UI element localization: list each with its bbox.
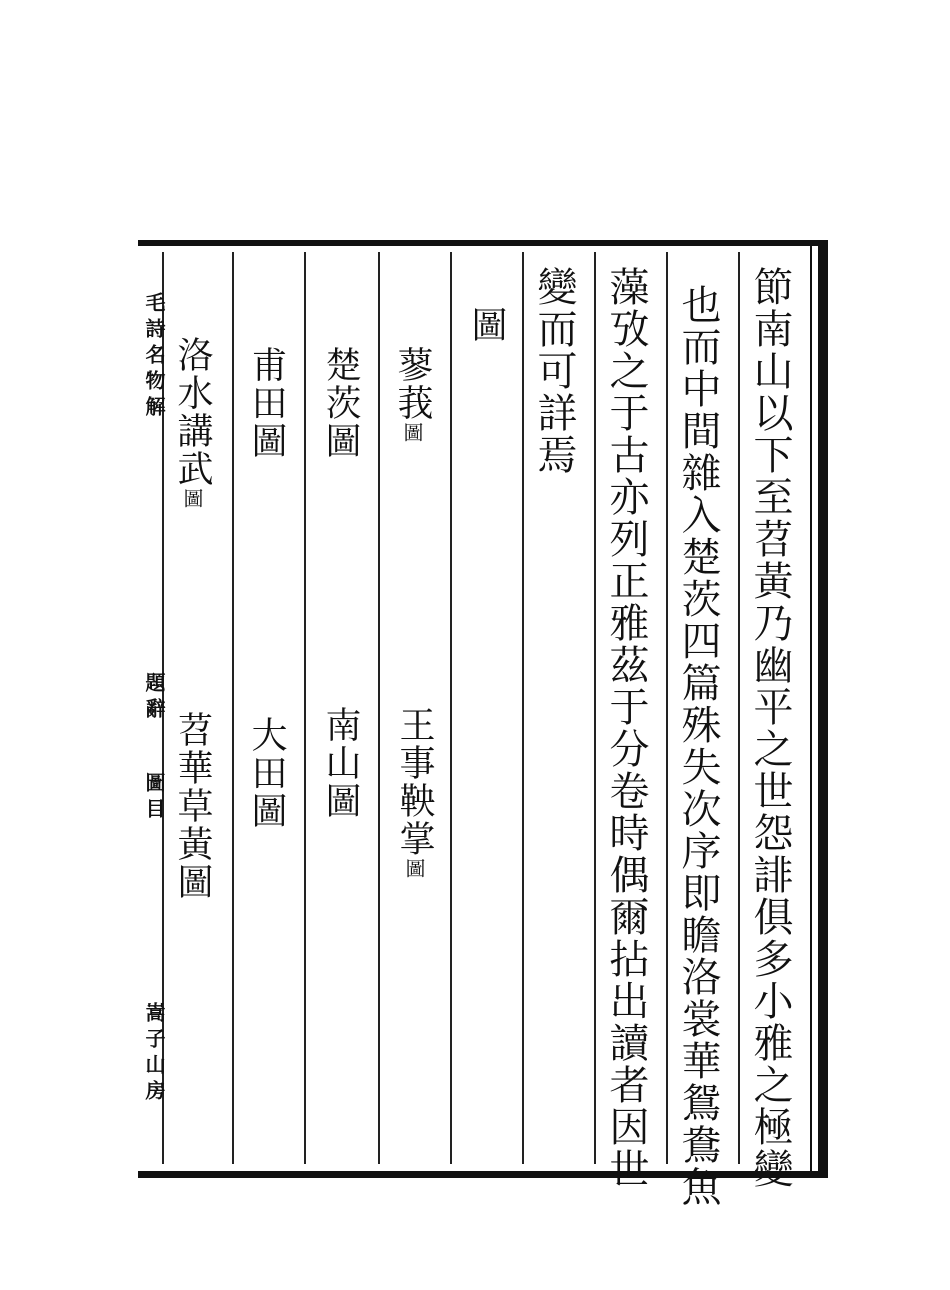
frame-right-border [818,246,828,1171]
list-item [172,711,213,901]
list-item [172,336,213,510]
text-column-3: 藻攷之于古亦列正雅茲于分卷時偶爾拈出讀者因世 [603,266,649,1190]
list-item-suffix: 圖 [402,858,426,880]
list-item [320,706,361,820]
column-rule [232,252,234,1164]
heading-figures: 圖 [466,306,507,344]
list-item-suffix: 圖 [400,422,424,444]
list-item-name: 王事鞅掌 [394,706,435,858]
text-column-4: 變而可詳焉 [531,266,577,476]
list-item [246,716,287,830]
gutter-book-title: 毛詩名物解 [142,292,166,422]
list-item [320,346,361,460]
gutter-section: 題辭 [142,672,166,724]
list-item [246,346,287,460]
list-item-name: 苕華草黃 [172,711,213,863]
text-column-2: 也而中間雜入楚茨四篇殊失次序即瞻洛裳華鴛鴦魚 [675,284,721,1208]
column-rule [378,252,380,1164]
list-item-name: 楚茨 [320,346,361,422]
column-rule [666,252,668,1164]
column-rule [594,252,596,1164]
column-rule [522,252,524,1164]
text-column-1: 節南山以下至苕黃乃幽平之世怨誹俱多小雅之極變 [747,266,793,1190]
column-rule [450,252,452,1164]
list-item-name: 洛水講武 [172,336,213,488]
list-item-suffix: 圖 [320,422,361,460]
column-rule [738,252,740,1164]
list-item-name: 蓼莪 [392,346,433,422]
list-item-suffix: 圖 [246,422,287,460]
frame-right-inner-line [810,246,812,1171]
center-gutter [138,252,164,1164]
list-item-name: 大田 [246,716,287,792]
list-item-name: 南山 [320,706,361,782]
list-item [392,346,433,444]
list-item-name: 甫田 [246,346,287,422]
list-item-suffix: 圖 [180,488,204,510]
column-rule [304,252,306,1164]
gutter-publisher: 嵩子山房 [142,1002,166,1106]
list-item [394,706,435,880]
page-frame [138,240,828,1208]
list-item-suffix: 圖 [246,792,287,830]
gutter-subsection: 圖目 [142,772,166,824]
list-item-suffix: 圖 [320,782,361,820]
list-item-suffix: 圖 [172,863,213,901]
